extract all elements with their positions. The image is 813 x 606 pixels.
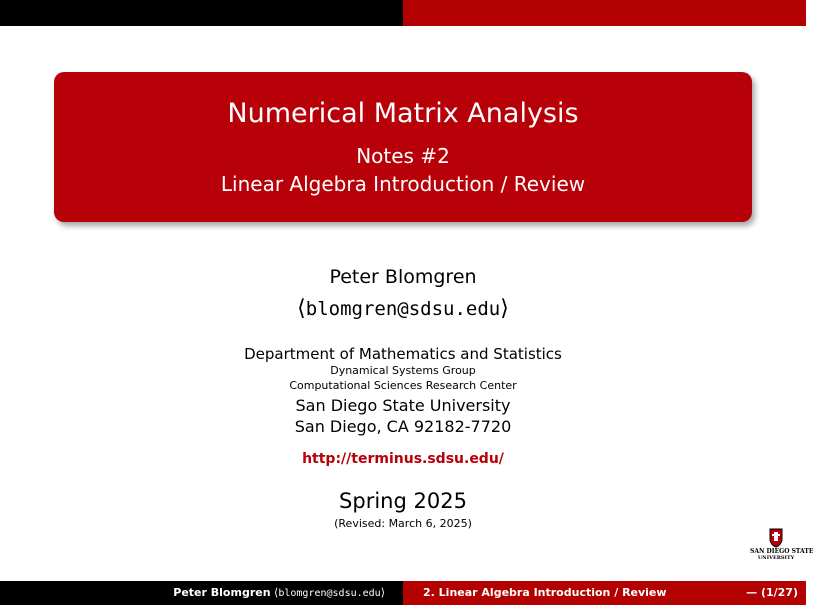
research-center: Computational Sciences Research Center [289,379,517,392]
presentation-subtitle: Linear Algebra Introduction / Review [220,172,586,196]
footer-section-title[interactable]: 2. Linear Algebra Introduction / Review [423,586,667,599]
footer-author-bar [0,581,403,605]
notes-number: Notes #2 [356,144,450,168]
author-email [0,295,806,323]
logo-line-2: UNIVERSITY [757,555,795,561]
sdsu-shield-icon [768,528,784,548]
email-close-bracket: ⟩ [500,296,509,321]
top-bar-right [403,0,806,26]
email-open-bracket: ⟨ [297,296,306,321]
footer-page-number: — (1/27) [746,586,798,599]
university-logo [750,528,813,568]
logo-line-1: SAN DIEGO STATE [750,548,813,555]
top-bar-left [0,0,403,26]
address-city: San Diego, CA 92182-7720 [294,417,512,436]
footer-email: blomgren@sdsu.edu [278,588,381,599]
footer-author-name: Peter Blomgren [173,586,271,599]
footer-section-bar [403,581,806,605]
author-email-text: blomgren@sdsu.edu [305,298,501,320]
department: Department of Mathematics and Statistics [244,345,562,363]
presentation-title: Numerical Matrix Analysis [227,98,579,129]
research-group: Dynamical Systems Group [330,364,476,377]
author-name: Peter Blomgren [329,266,477,288]
title-block [54,72,752,222]
university: San Diego State University [295,396,511,415]
footer-email-close: ⟩ [380,586,385,599]
website-link[interactable]: http://terminus.sdsu.edu/ [302,451,504,467]
footer-email-open: ⟨ [274,586,279,599]
revision-date: (Revised: March 6, 2025) [334,517,472,530]
term-date: Spring 2025 [339,489,467,513]
